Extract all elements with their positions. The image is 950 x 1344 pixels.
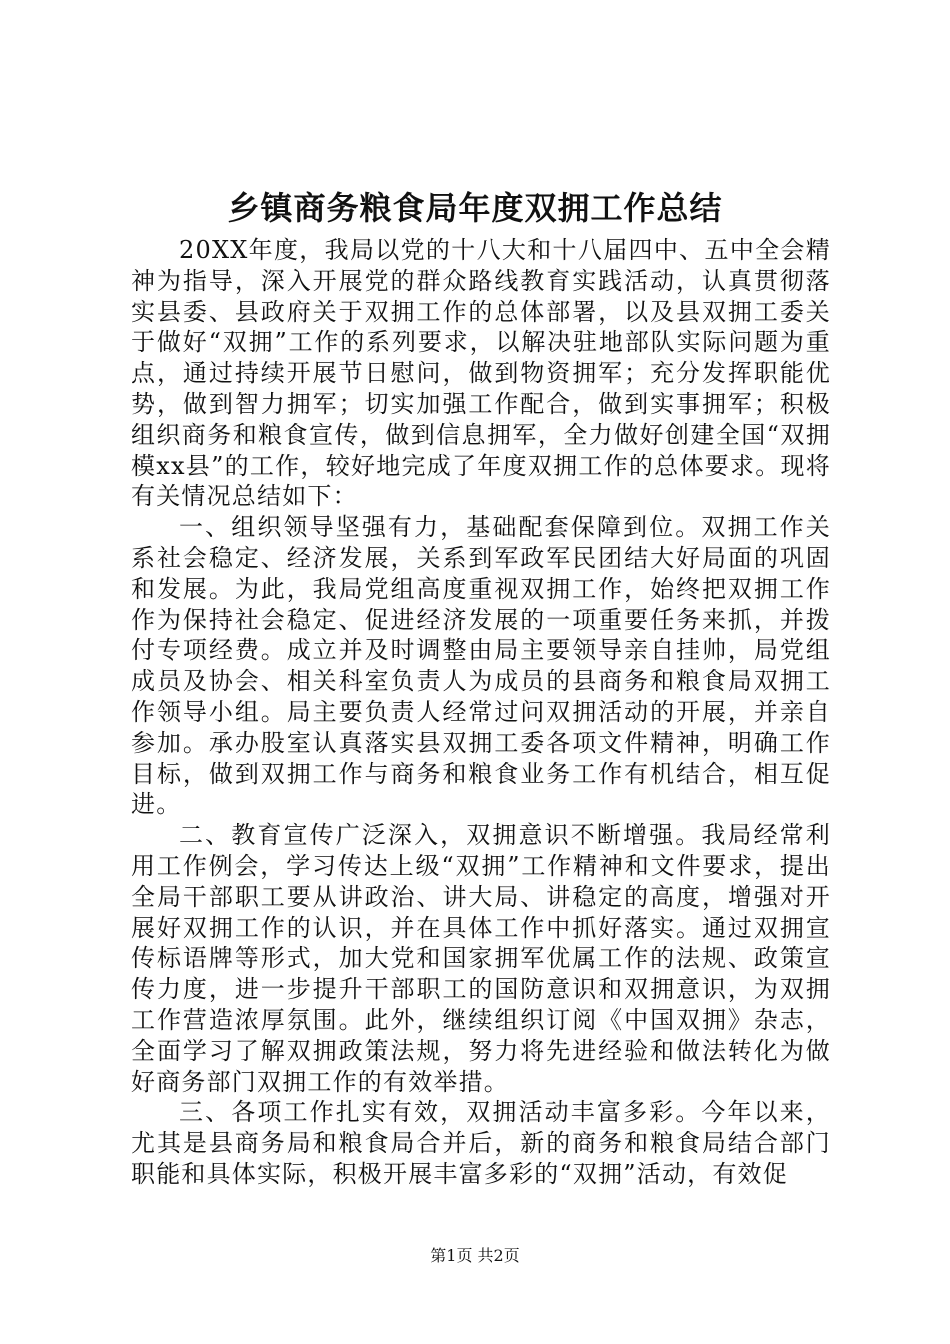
document-title: 乡镇商务粮食局年度双拥工作总结 <box>227 189 723 227</box>
page-footer: 第1页 共2页 <box>430 1246 520 1265</box>
paragraph-section-two: 二、教育宣传广泛深入，双拥意识不断增强。我局经常利用工作例会，学习传达上级“双拥”工作精神和文件要求，提出全局干部职工要从讲政治、讲大局、讲稳定的高度，增强对开展好双拥工作的认识，并在具体工作中抓好落实。通过双拥宣传标语牌等形式，加大党和国家拥军优属工作的法规、政策宣传力度，进一步提升干部职工的国防意识和双拥意识，为双拥工作营造浓厚氛围。此外，继续组织订阅《中国双拥》杂志，全面学习了解双拥政策法规，努力将先进经验和做法转化为做好商务部门双拥工作的有效举措。 <box>131 821 831 1096</box>
paragraph-intro: 20XX年度，我局以党的十八大和十八届四中、五中全会精神为指导，深入开展党的群众路线教育实践活动，认真贯彻落实县委、县政府关于双拥工作的总体部署，以及县双拥工委关于做好“双拥”工作的系列要求，以解决驻地部队实际问题为重点，通过持续开展节日慰问，做到物资拥军；充分发挥职能优势，做到智力拥军；切实加强工作配合，做到实事拥军；积极组织商务和粮食宣传，做到信息拥军，全力做好创建全国“双拥模xx县”的工作，较好地完成了年度双拥工作的总体要求。现将有关情况总结如下： <box>131 236 831 511</box>
paragraph-section-three: 三、各项工作扎实有效，双拥活动丰富多彩。今年以来，尤其是县商务局和粮食局合并后，新的商务和粮食局结合部门职能和具体实际，积极开展丰富多彩的“双拥”活动，有效促 <box>131 1098 831 1188</box>
document-body <box>131 235 831 1190</box>
paragraph-section-one: 一、组织领导坚强有力，基础配套保障到位。双拥工作关系社会稳定、经济发展，关系到军政军民团结大好局面的巩固和发展。为此，我局党组高度重视双拥工作，始终把双拥工作作为保持社会稳定、促进经济发展的一项重要任务来抓，并拨付专项经费。成立并及时调整由局主要领导亲自挂帅，局党组成员及协会、相关科室负责人为成员的县商务和粮食局双拥工作领导小组。局主要负责人经常过问双拥活动的开展，并亲自参加。承办股室认真落实县双拥工委各项文件精神，明确工作目标，做到双拥工作与商务和粮食业务工作有机结合，相互促进。 <box>131 513 831 819</box>
